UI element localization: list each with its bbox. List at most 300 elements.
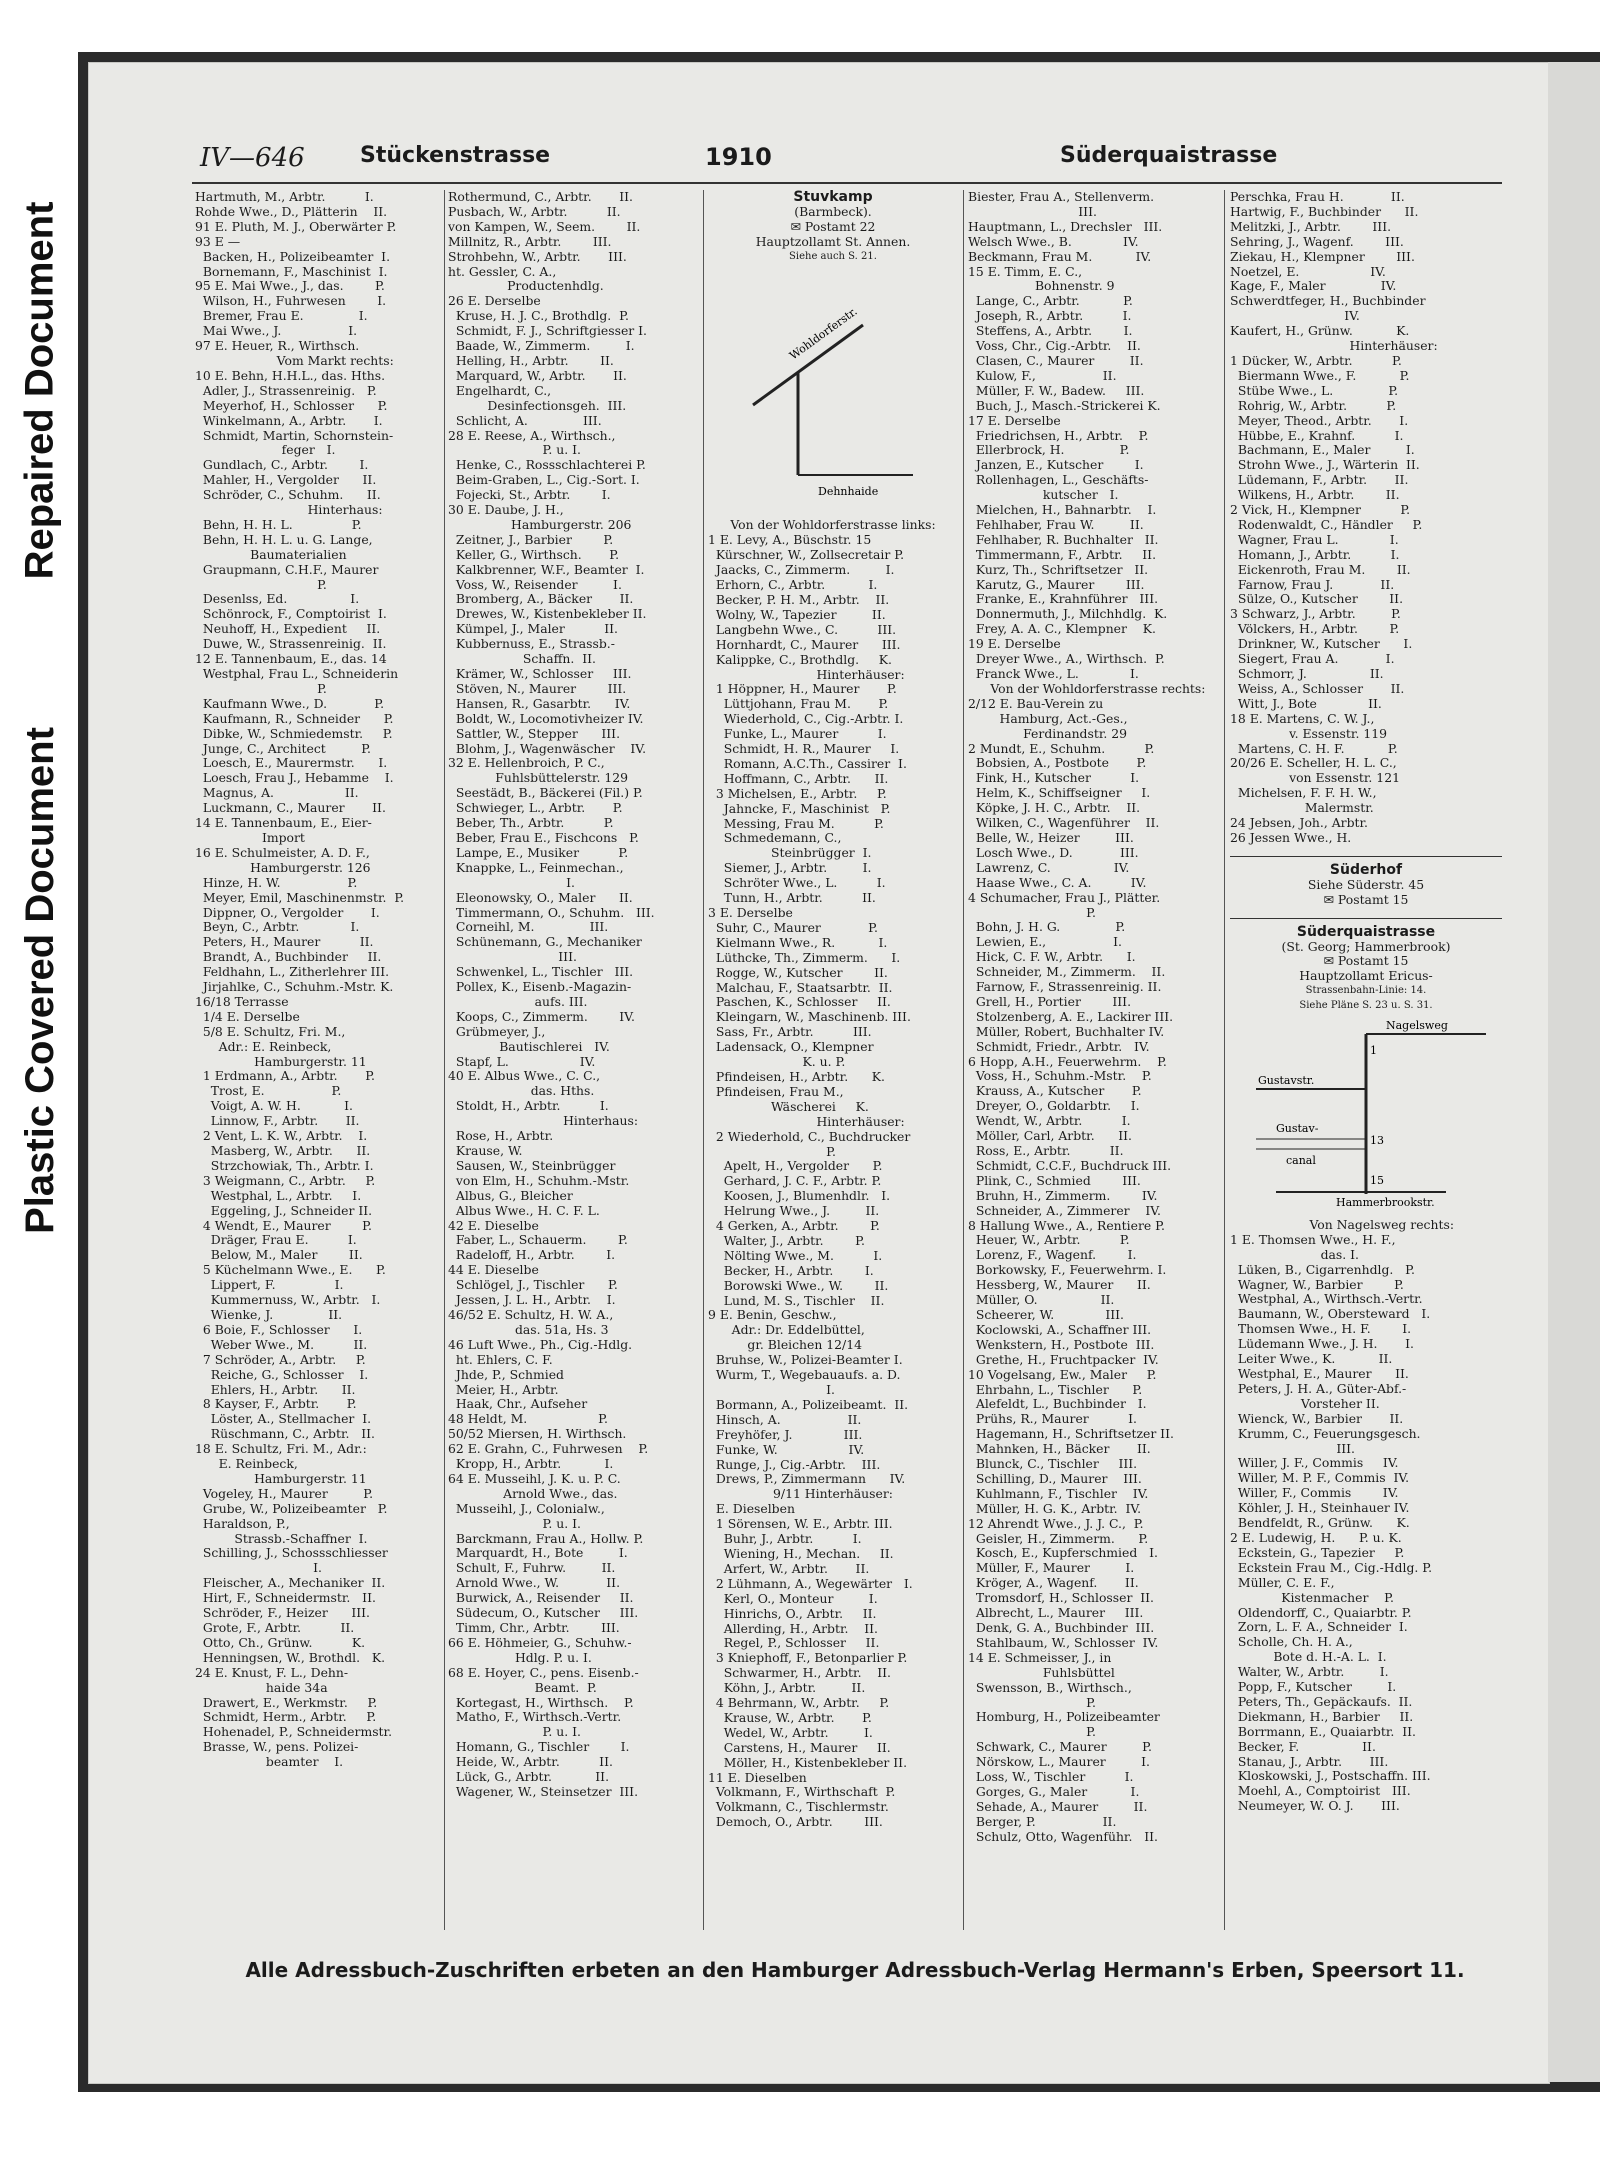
directory-entry: Westphal, E., Maurer II.: [1230, 1366, 1409, 1381]
directory-entry: I.: [448, 874, 575, 890]
directory-entry: Beim-Graben, L., Cig.-Sort. I.: [448, 472, 640, 488]
directory-entry: Albus, G., Bleicher: [448, 1187, 573, 1203]
directory-entry: Brasse, W., pens. Polizei-: [195, 1739, 359, 1755]
directory-entry: Von der Wohldorferstrasse rechts:: [978, 680, 1206, 696]
directory-entry: Wendt, W., Arbtr. I.: [968, 1113, 1131, 1129]
directory-entry: Müller, F., Maurer I.: [968, 1560, 1135, 1576]
directory-entry: Peters, J. H. A., Güter-Abf.-: [1230, 1380, 1407, 1396]
directory-entry: Malermstr.: [1230, 800, 1374, 816]
directory-entry: Beber, Th., Arbtr. P.: [448, 815, 614, 831]
directory-entry: 12 E. Tannenbaum, E., das. 14: [195, 651, 387, 667]
directory-entry: 1 Höppner, H., Maurer P.: [708, 681, 897, 697]
directory-entry: Hamburgerstr. 11: [195, 1470, 367, 1486]
directory-entry: Wienke, J. II.: [195, 1306, 343, 1322]
directory-entry: Siemer, J., Arbtr. I.: [708, 860, 872, 876]
directory-entry: Jirjahlke, C., Schuhm.-Mstr. K.: [195, 979, 394, 995]
directory-entry: von Essenstr. 121: [1230, 770, 1400, 786]
directory-entry: Welsch Wwe., B. IV.: [968, 233, 1139, 249]
directory-entry: Biermann Wwe., F. P.: [1230, 367, 1410, 383]
directory-entry: Apelt, H., Vergolder P.: [708, 1158, 883, 1174]
map-label-nagelsweg: Nagelsweg: [1386, 1019, 1448, 1033]
directory-entry: Linnow, F., Arbtr. II.: [195, 1113, 360, 1129]
directory-entry: Rohrig, W., Arbtr. P.: [1230, 397, 1397, 413]
directory-entry: Steinbrügger I.: [708, 845, 872, 861]
directory-entry: Kürschner, W., Zollsecretair P.: [708, 547, 905, 563]
directory-entry: Adr.: E. Reinbeck,: [195, 1038, 332, 1054]
directory-entry: das. I.: [1230, 1246, 1359, 1262]
directory-entry: Trost, E. P.: [195, 1083, 342, 1099]
directory-entry: Rose, H., Arbtr.: [448, 1128, 554, 1144]
directory-entry: Bendfeldt, R., Grünw. K.: [1230, 1515, 1410, 1531]
directory-entry: von Kampen, W., Seem. II.: [448, 218, 641, 234]
directory-entry: Scholle, Ch. H. A.,: [1230, 1634, 1353, 1650]
directory-entry: Ehlers, H., Arbtr. II.: [195, 1381, 356, 1397]
directory-entry: 11 E. Dieselben: [708, 1769, 807, 1785]
directory-entry: Jhde, P., Schmied: [448, 1366, 564, 1382]
directory-entry: Lippert, F. I.: [195, 1277, 344, 1293]
directory-entry: Krause, W.: [448, 1143, 523, 1158]
directory-entry: Joseph, R., Arbtr. I.: [968, 308, 1132, 324]
directory-entry: Sausen, W., Steinbrügger: [448, 1157, 616, 1173]
directory-entry: 48 Heldt, M. P.: [448, 1411, 608, 1427]
directory-entry: Desenlss, Ed. I.: [195, 591, 360, 607]
directory-entry: Loesch, Frau J., Hebamme I.: [195, 770, 394, 786]
directory-entry: Farnow, F., Strassenreinig. II.: [968, 979, 1162, 995]
directory-entry: Schwerdtfeger, H., Buchbinder: [1230, 293, 1426, 309]
directory-entry: Freyhöfer, J. III.: [708, 1426, 863, 1442]
directory-entry: 18 E. Martens, C. W. J.,: [1230, 710, 1375, 726]
directory-entry: Timmermann, O., Schuhm. III.: [448, 904, 655, 920]
directory-entry: Willer, J. F., Commis IV.: [1230, 1455, 1399, 1471]
directory-entry: Kistenmacher P.: [1230, 1589, 1394, 1605]
directory-entry: Kuhlmann, F., Tischler IV.: [968, 1485, 1149, 1501]
directory-entry: Helrung Wwe., J. II.: [708, 1203, 880, 1219]
directory-entry: Müller, F. W., Badew. III.: [968, 382, 1145, 398]
directory-entry: Boldt, W., Locomotivheizer IV.: [448, 710, 644, 726]
directory-entry: Kubbernuss, E., Strassb.-: [448, 636, 615, 652]
directory-entry: Schmidt, C.C.F., Buchdruck III.: [968, 1157, 1172, 1173]
envelope-icon: ✉: [1323, 953, 1338, 969]
directory-entry: 1 E. Thomsen Wwe., H. F.,: [1230, 1231, 1396, 1247]
directory-entry: IV.: [1230, 308, 1360, 324]
directory-entry: 3 Michelsen, E., Arbtr. P.: [708, 785, 887, 801]
directory-entry: 7 Schröder, A., Arbtr. P.: [195, 1351, 366, 1367]
directory-entry: Hauptmann, L., Drechsler III.: [968, 218, 1163, 234]
directory-entry: Grethe, H., Fruchtpacker IV.: [968, 1351, 1159, 1367]
directory-entry: Schwenkel, L., Tischler III.: [448, 964, 634, 980]
directory-entry: Wäscherei K.: [708, 1098, 869, 1114]
directory-entry: Democh, O., Arbtr. III.: [708, 1814, 883, 1830]
directory-entry: Duwe, W., Strassenreinig. II.: [195, 636, 387, 652]
directory-entry: Timm, Chr., Arbtr. III.: [448, 1620, 620, 1635]
directory-entry: Behn, H. H. L. P.: [195, 516, 362, 532]
directory-entry: feger I.: [195, 442, 336, 458]
directory-entry: Grube, W., Polizeibeamter P.: [195, 1500, 388, 1516]
directory-entry: Sülze, O., Kutscher II.: [1230, 591, 1404, 607]
plastic-covered-label: Plastic Covered Document: [17, 726, 62, 1234]
directory-entry: Luckmann, C., Maurer II.: [195, 800, 386, 816]
directory-entry: III.: [968, 203, 1097, 219]
directory-entry: Janzen, E., Kutscher I.: [968, 457, 1144, 473]
suederquai-zollamt: Hauptzollamt Ericus-: [1299, 968, 1433, 984]
directory-entry: Fehlhaber, Frau W. II.: [968, 516, 1144, 532]
directory-entry: Fehlhaber, R. Buchhalter II.: [968, 531, 1159, 547]
directory-entry: beamter I.: [195, 1754, 344, 1770]
suederquai-title: Süderquaistrasse: [1296, 923, 1436, 940]
directory-entry: Voss, W., Reisender I.: [448, 576, 622, 592]
directory-entry: Wiederhold, C., Cig.-Arbtr. I.: [708, 711, 904, 727]
directory-entry: Plink, C., Schmied III.: [968, 1172, 1141, 1188]
directory-entry: Hick, C. F. W., Arbtr. I.: [968, 949, 1136, 965]
directory-entry: Gorges, G., Maler I.: [968, 1783, 1140, 1799]
directory-entry: Berger, P. II.: [968, 1813, 1117, 1829]
directory-entry: Müller, C. E. F.,: [1230, 1574, 1335, 1590]
directory-entry: Malchau, F., Staatsarbtr. II.: [708, 979, 893, 995]
directory-entry: Popp, F., Kutscher I.: [1230, 1679, 1397, 1695]
directory-entry: 42 E. Dieselbe: [448, 1217, 539, 1233]
directory-entry: Faber, L., Schauerm. P.: [448, 1232, 628, 1248]
directory-entry: Eggeling, J., Schneider II.: [195, 1202, 373, 1218]
directory-entry: Willer, F., Commis IV.: [1230, 1485, 1399, 1501]
directory-entry: 40 E. Albus Wwe., C. C.,: [448, 1068, 601, 1084]
directory-entry: Hamburgerstr. 126: [195, 859, 371, 875]
directory-entry: I.: [708, 1382, 835, 1397]
directory-entry: 50/52 Miersen, H. Wirthsch.: [448, 1426, 627, 1442]
directory-entry: 4 Gerken, A., Arbtr. P.: [708, 1218, 880, 1234]
directory-entry: Grübmeyer, J.,: [448, 1023, 546, 1039]
suederquai-siehe: Siehe Pläne S. 23 u. S. 31.: [1299, 1000, 1433, 1012]
directory-entry: Lück, G., Arbtr. II.: [448, 1769, 610, 1785]
directory-entry: Suhr, C., Maurer P.: [708, 919, 878, 935]
directory-entry: 4 Schumacher, Frau J., Plätter.: [968, 889, 1161, 905]
directory-entry: Willer, M. P. F., Commis IV.: [1230, 1470, 1410, 1486]
directory-entry: Nörskow, L., Maurer I.: [968, 1754, 1150, 1770]
map-number: 13: [1370, 1134, 1384, 1148]
directory-entry: Schlicht, A. III.: [448, 412, 602, 428]
directory-entry: Bruhse, W., Polizei-Beamter I.: [708, 1352, 903, 1368]
directory-entry: Walter, J., Arbtr. P.: [708, 1232, 865, 1248]
directory-entry: Schmidt, Martin, Schornstein-: [195, 427, 394, 443]
directory-entry: Westphal, A., Wirthsch.-Vertr.: [1230, 1291, 1423, 1307]
directory-entry: P. u. I.: [448, 442, 581, 458]
directory-entry: Ferdinandstr. 29: [968, 725, 1128, 741]
directory-entry: Kröger, A., Wagenf. II.: [968, 1575, 1139, 1591]
directory-entry: Kleingarn, W., Maschinenb. III.: [708, 1009, 911, 1025]
stuvkamp-zollamt: Hauptzollamt St. Annen.: [755, 233, 911, 249]
directory-entry: Masberg, W., Arbtr. II.: [195, 1143, 371, 1158]
directory-entry: 2 Vent, L. K. W., Arbtr. I.: [195, 1128, 368, 1144]
directory-entry: Buch, J., Masch.-Strickerei K.: [968, 397, 1161, 413]
directory-entry: Erhorn, C., Arbtr. I.: [708, 577, 878, 593]
directory-entry: Radeloff, H., Arbtr. I.: [448, 1247, 616, 1263]
directory-entry: Henningsen, W., Brothdl. K.: [195, 1649, 386, 1665]
suederhof-title: Süderhof: [1329, 861, 1403, 878]
map-label-wohldorferstr: Wohldorferstr.: [787, 304, 860, 362]
directory-entry: Gundlach, C., Arbtr. I.: [195, 457, 369, 473]
directory-entry: Homann, J., Arbtr. I.: [1230, 546, 1400, 562]
directory-entry: Hdlg. P. u. I.: [448, 1649, 592, 1665]
directory-column-2: [448, 190, 698, 1950]
directory-entry: Steffens, A., Arbtr. I.: [968, 323, 1133, 339]
directory-entry: Franck Wwe., L. I.: [968, 666, 1139, 681]
directory-entry: Müller, O. II.: [968, 1292, 1115, 1308]
directory-entry: 2 Mundt, E., Schuhm. P.: [968, 740, 1155, 756]
directory-entry: Desinfectionsgeh. III.: [448, 397, 627, 413]
directory-entry: Kloskowski, J., Postschaffn. III.: [1230, 1768, 1431, 1784]
directory-entry: Krumm, C., Feuerungsgesch.: [1230, 1425, 1421, 1441]
directory-entry: Martens, C. H. F. P.: [1230, 740, 1398, 756]
directory-entry: Pusbach, W., Arbtr. II.: [448, 203, 621, 219]
map-label-gustavstr: Gustavstr.: [1258, 1074, 1315, 1088]
directory-entry: Hartwig, F., Buchbinder II.: [1230, 203, 1419, 219]
directory-entry: Wilkens, H., Arbtr. II.: [1230, 487, 1400, 503]
directory-entry: Tunn, H., Arbtr. II.: [708, 890, 876, 906]
directory-entry: Meyerhof, H., Schlosser P.: [195, 397, 388, 413]
directory-entry: Perschka, Frau H. II.: [1230, 190, 1405, 204]
directory-entry: Löster, A., Stellmacher I.: [195, 1411, 372, 1427]
directory-entry: Belle, W., Heizer III.: [968, 829, 1134, 845]
directory-entry: Tromsdorf, H., Schlosser II.: [968, 1590, 1154, 1606]
directory-entry: Neuhoff, H., Expedient II.: [195, 621, 381, 637]
directory-entry: Farnow, Frau J. II.: [1230, 576, 1395, 592]
directory-entry: P.: [968, 904, 1096, 920]
directory-entry: Strassb.-Schaffner I.: [195, 1530, 368, 1546]
directory-entry: gr. Bleichen 12/14: [708, 1337, 862, 1353]
directory-entry: Hohenadel, P., Schneidermstr.: [195, 1724, 393, 1740]
directory-entry: I.: [195, 1560, 322, 1576]
directory-entry: Köpke, J. H. C., Arbtr. II.: [968, 800, 1141, 816]
directory-column-5: [1230, 190, 1502, 1950]
directory-entry: Lüdemann Wwe., J. H. I.: [1230, 1336, 1414, 1352]
directory-entry: Swensson, B., Wirthsch.,: [968, 1679, 1132, 1695]
directory-entry: P. u. I.: [448, 1724, 581, 1740]
directory-entry: 93 E —: [195, 233, 241, 249]
directory-entry: Borrmann, E., Quaiarbtr. II.: [1230, 1723, 1416, 1739]
directory-entry: Arnold Wwe., das.: [448, 1485, 618, 1501]
directory-entry: Hinsch, A. II.: [708, 1411, 862, 1427]
directory-entry: Grote, F., Arbtr. II.: [195, 1620, 355, 1635]
suederquai-postamt: ✉ Postamt 15: [1323, 953, 1409, 969]
directory-entry: Bautischlerei IV.: [448, 1038, 610, 1054]
stuvkamp-postamt: ✉ Postamt 22: [790, 218, 876, 234]
directory-entry: Koosen, J., Blumenhdlr. I.: [708, 1188, 891, 1204]
directory-entry: Becker, F. II.: [1230, 1738, 1376, 1754]
directory-entry: Peters, H., Maurer II.: [195, 934, 374, 950]
directory-entry: Voss, Chr., Cig.-Arbtr. II.: [968, 338, 1141, 354]
directory-entry: Friedrichsen, H., Arbtr. P.: [968, 427, 1149, 443]
directory-entry: Stanau, J., Arbtr. III.: [1230, 1753, 1389, 1769]
directory-entry: Hansen, R., Gasarbtr. IV.: [448, 695, 631, 711]
directory-entry: Diekmann, H., Barbier II.: [1230, 1708, 1414, 1724]
directory-entry: Franke, E., Krahnführer III.: [968, 591, 1159, 607]
directory-entry: Weiss, A., Schlosser II.: [1230, 680, 1405, 696]
directory-entry: Reiche, G., Schlosser I.: [195, 1366, 369, 1382]
directory-entry: Hessberg, W., Maurer II.: [968, 1277, 1151, 1293]
directory-entry: Stübe Wwe., L. P.: [1230, 382, 1399, 398]
directory-entry: das. Hths.: [448, 1083, 595, 1099]
directory-entry: Michelsen, F. F. H. W.,: [1230, 785, 1377, 801]
suederhof-postamt: ✉ Postamt 15: [1323, 891, 1409, 907]
directory-entry: 3 Kniephoff, F., Betonparlier P.: [708, 1650, 908, 1666]
directory-entry: Blohm, J., Wagenwäscher IV.: [448, 740, 647, 756]
directory-entry: Frey, A. A. C., Klempner K.: [968, 621, 1156, 637]
directory-entry: Hamburgerstr. 206: [448, 516, 632, 532]
directory-entry: Borkowsky, F., Feuerwehrm. I.: [968, 1262, 1167, 1278]
directory-entry: Krause, W., Arbtr. P.: [708, 1709, 872, 1725]
directory-entry: 3 E. Derselbe: [708, 905, 793, 920]
directory-entry: Koops, C., Zimmerm. IV.: [448, 1008, 635, 1024]
directory-entry: Funke, L., Maurer I.: [708, 726, 887, 742]
directory-entry: III.: [448, 949, 577, 965]
directory-entry: Lange, C., Arbtr. P.: [968, 293, 1133, 309]
directory-entry: Loss, W., Tischler I.: [968, 1769, 1134, 1785]
column-divider: [703, 190, 704, 1930]
directory-entry: 6 Boie, F., Schlosser I.: [195, 1321, 363, 1337]
directory-entry: Schmedemann, C.,: [708, 830, 842, 846]
directory-entry: 28 E. Reese, A., Wirthsch.,: [448, 427, 616, 443]
directory-column-3: [708, 190, 958, 1950]
directory-entry: Wiening, H., Mechan. II.: [708, 1545, 894, 1561]
directory-entry: Bobsien, A., Postbote P.: [968, 755, 1147, 771]
directory-column-4: [968, 190, 1216, 1950]
directory-entry: 1 Sörensen, W. E., Arbtr. III.: [708, 1516, 893, 1532]
directory-entry: Völckers, H., Arbtr. P.: [1230, 621, 1400, 637]
directory-entry: Zorn, L. F. A., Schneider I.: [1230, 1619, 1408, 1635]
directory-entry: 30 E. Daube, J. H.,: [448, 502, 564, 518]
directory-entry: 3 Schwarz, J., Arbtr. P.: [1230, 606, 1401, 622]
directory-entry: Schilling, D., Maurer III.: [968, 1470, 1142, 1486]
directory-entry: Hinterhaus:: [507, 1113, 638, 1129]
directory-entry: Baumaterialien: [195, 546, 347, 562]
map-number: 1: [1370, 1044, 1377, 1058]
directory-entry: Heide, W., Arbtr. II.: [448, 1754, 613, 1770]
directory-entry: Regel, P., Schlosser II.: [708, 1635, 880, 1651]
directory-entry: Homann, G., Tischler I.: [448, 1739, 630, 1755]
directory-entry: Sass, Fr., Arbtr. III.: [708, 1024, 872, 1040]
directory-entry: Allerding, H., Arbtr. II.: [708, 1620, 878, 1636]
directory-entry: 68 E. Hoyer, C., pens. Eisenb.-: [448, 1664, 639, 1680]
directory-entry: 5 Küchelmann Wwe., E. P.: [195, 1262, 386, 1278]
directory-entry: 8 Kayser, F., Arbtr. P.: [195, 1396, 357, 1412]
map-label-canal: canal: [1286, 1154, 1316, 1168]
directory-entry: Kalippke, C., Brothdlg. K.: [708, 651, 892, 667]
directory-entry: Ross, E., Arbtr. II.: [968, 1143, 1124, 1158]
directory-entry: Schmorr, J. II.: [1230, 666, 1384, 681]
directory-entry: Loesch, E., Maurermstr. I.: [195, 755, 388, 771]
directory-entry: Heuer, W., Arbtr. P.: [968, 1232, 1130, 1248]
repaired-document-label: Repaired Document: [17, 201, 62, 579]
directory-entry: P.: [195, 576, 327, 592]
directory-entry: Bornemann, F., Maschinist I.: [195, 263, 388, 279]
suederquai-street-map: [1236, 1014, 1496, 1214]
directory-entry: Stahlbaum, W., Schlosser IV.: [968, 1634, 1159, 1650]
directory-entry: Timmermann, F., Arbtr. II.: [968, 546, 1157, 562]
directory-entry: 32 E. Hellenbroich, P. C.,: [448, 755, 605, 771]
directory-entry: Schmidt, F. J., Schriftgiesser I.: [448, 323, 647, 339]
directory-entry: Stoldt, H., Arbtr. I.: [448, 1098, 609, 1114]
directory-entry: Fleischer, A., Mechaniker II.: [195, 1575, 386, 1591]
directory-entry: Leiter Wwe., K. II.: [1230, 1351, 1393, 1367]
directory-entry: 9 E. Benin, Geschw.,: [708, 1307, 837, 1323]
directory-entry: Vogeley, H., Maurer P.: [195, 1485, 374, 1501]
directory-entry: Drinkner, W., Kutscher I.: [1230, 636, 1413, 652]
suederquai-district: (St. Georg; Hammerbrook): [1281, 938, 1451, 954]
directory-entry: Bote d. H.-A. L. I.: [1230, 1649, 1387, 1665]
directory-entry: 20/26 E. Scheller, H. L. C.,: [1230, 755, 1397, 771]
directory-entry: Lüttjohann, Frau M. P.: [708, 696, 889, 712]
directory-entry: Schaffn. II.: [448, 651, 596, 667]
directory-entry: Musseihl, J., Colonialw.,: [448, 1500, 605, 1516]
directory-entry: Westphal, Frau L., Schneiderin: [195, 666, 399, 681]
directory-entry: Losch Wwe., D. III.: [968, 844, 1139, 860]
directory-entry: Fink, H., Kutscher I.: [968, 770, 1140, 786]
directory-entry: E. Reinbeck,: [195, 1456, 298, 1472]
directory-entry: Ellerbrock, H. P.: [968, 442, 1130, 458]
directory-entry: Becker, H., Arbtr. I.: [708, 1262, 874, 1278]
directory-entry: Siegert, Frau A. I.: [1230, 651, 1395, 667]
directory-entry: Jahncke, F., Maschinist P.: [708, 800, 891, 816]
directory-entry: Bremer, Frau E. I.: [195, 308, 368, 324]
directory-entry: 44 E. Dieselbe: [448, 1262, 539, 1278]
directory-entry: Moehl, A., Comptoirist III.: [1230, 1783, 1411, 1799]
directory-entry: Wurm, T., Wegebauaufs. a. D.: [708, 1367, 901, 1383]
directory-entry: Rogge, W., Kutscher II.: [708, 964, 888, 980]
directory-entry: Hagemann, H., Schriftsetzer II.: [968, 1426, 1174, 1442]
directory-entry: Voigt, A. W. H. I.: [195, 1098, 353, 1114]
directory-entry: Grell, H., Portier III.: [968, 993, 1132, 1009]
directory-entry: Hamburgerstr. 11: [195, 1053, 367, 1069]
directory-entry: Knappke, L., Feinmechan.,: [448, 859, 624, 875]
directory-entry: Beckmann, Frau M. IV.: [968, 248, 1152, 264]
directory-entry: 19 E. Derselbe: [968, 636, 1061, 652]
directory-entry: 18 E. Schultz, Fri. M., Adr.:: [195, 1441, 367, 1457]
directory-entry: Schröder, C., Schuhm. II.: [195, 487, 381, 503]
directory-entry: Drawert, E., Werkmstr. P.: [195, 1694, 378, 1710]
stuvkamp-section: [708, 190, 958, 518]
directory-entry: P.: [708, 1143, 836, 1159]
directory-entry: 16 E. Schulmeister, A. D. F.,: [195, 844, 370, 860]
map-label-dehnhaide: Dehnhaide: [818, 484, 879, 498]
directory-entry: Zeitner, J., Barbier P.: [448, 531, 614, 547]
directory-entry: Strohbehn, W., Arbtr. III.: [448, 248, 627, 264]
directory-entry: Feldhahn, L., Zitherlehrer III.: [195, 964, 390, 980]
directory-entry: Borowski Wwe., W. II.: [708, 1277, 889, 1293]
directory-entry: Henke, C., Rossschlachterei P.: [448, 457, 646, 473]
directory-entry: Schneider, A., Zimmerer IV.: [968, 1202, 1161, 1218]
directory-entry: Wagner, Frau L. I.: [1230, 531, 1399, 547]
directory-entry: ht. Ehlers, C. F.: [448, 1351, 553, 1367]
directory-entry: III.: [1230, 1440, 1355, 1456]
directory-entry: Adr.: Dr. Eddelbüttel,: [708, 1322, 865, 1338]
directory-entry: Kerl, O., Monteur I.: [708, 1590, 878, 1606]
directory-entry: Kropp, H., Arbtr. I.: [448, 1456, 614, 1472]
directory-entry: Kümpel, J., Maler II.: [448, 621, 618, 637]
page-footer: Alle Adressbuch-Zuschriften erbeten an den Hamburger Adressbuch-Verlag Hermann's Erben, Speersort 11.: [245, 1958, 1465, 1982]
directory-entry: Dibke, W., Schmiedemstr. P.: [195, 725, 393, 741]
directory-entry: Otto, Ch., Grünw. K.: [195, 1634, 366, 1650]
directory-entry: Schwieger, L., Arbtr. P.: [448, 800, 623, 816]
directory-entry: Kaufmann, R., Schneider P.: [195, 710, 394, 726]
directory-entry: Jaacks, C., Zimmerm. I.: [708, 562, 895, 578]
suederquai-strassenbahn: Strassenbahn-Linie: 14.: [1305, 985, 1427, 997]
directory-entry: Ladensack, O., Klempner: [708, 1039, 874, 1055]
directory-entry: Winkelmann, A., Arbtr. I.: [195, 412, 383, 428]
directory-entry: Vom Markt rechts:: [241, 352, 394, 368]
directory-entry: Witt, J., Bote II.: [1230, 695, 1382, 711]
directory-entry: Kielmann Wwe., R. I.: [708, 934, 888, 950]
directory-entry: Dreyer Wwe., A., Wirthsch. P.: [968, 651, 1165, 667]
directory-entry: Arfert, W., Arbtr. II.: [708, 1560, 870, 1576]
